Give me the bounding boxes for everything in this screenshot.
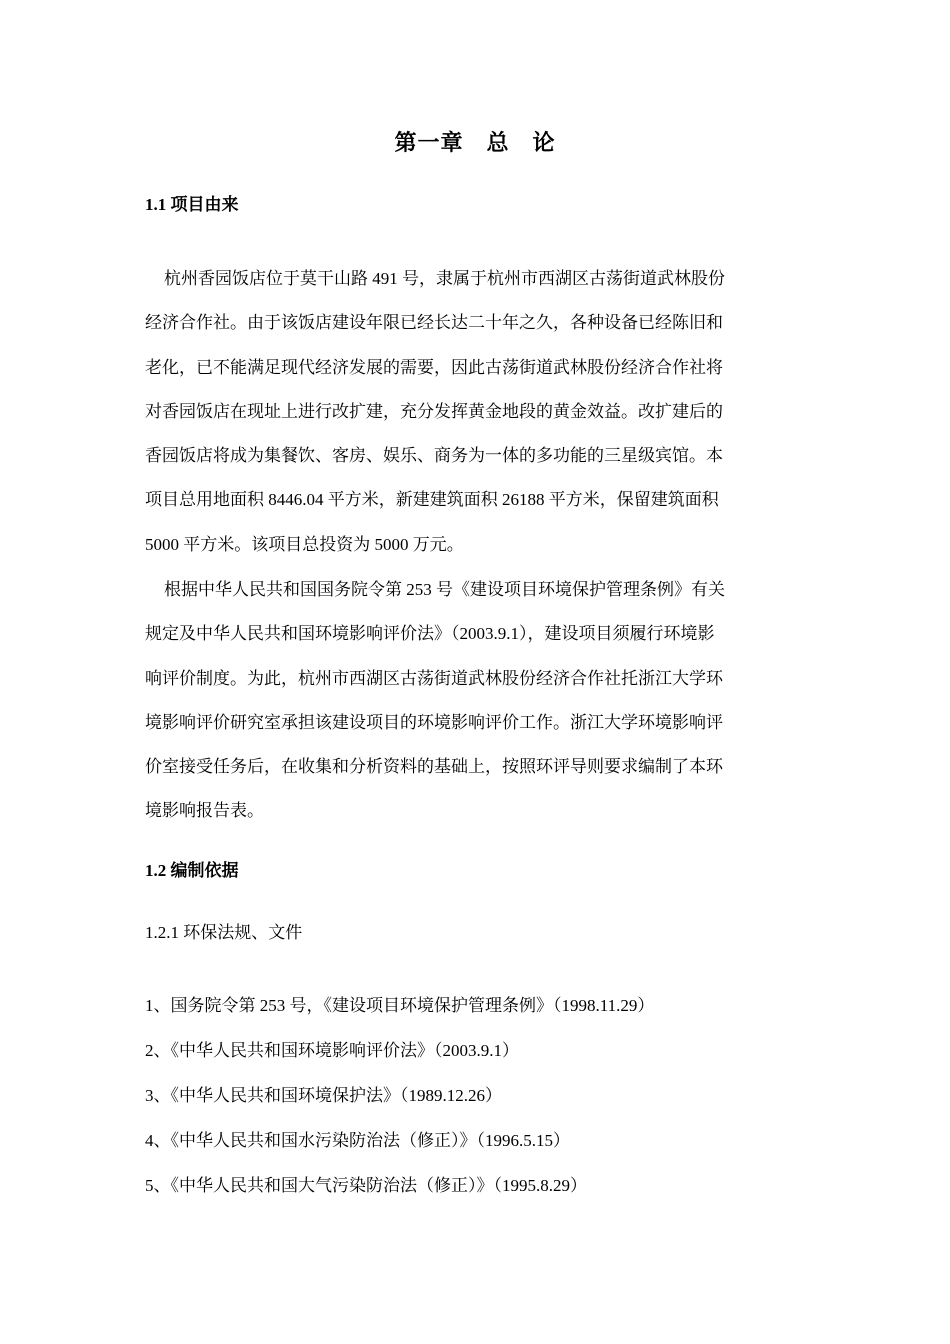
paragraph-line: 经济合作社。由于该饭店建设年限已经长达二十年之久，各种设备已经陈旧和: [145, 313, 723, 333]
regulations-list: [145, 992, 810, 1217]
paragraph-regulation-basis: [145, 568, 810, 834]
section-heading-1-2: 1.2 编制依据: [145, 861, 239, 880]
list-item: 1、国务院令第 253 号，《建设项目环境保护管理条例》（1998.11.29）: [145, 996, 655, 1015]
list-item: 2、《中华人民共和国环境影响评价法》（2003.9.1）: [145, 1041, 519, 1060]
paragraph-line: 根据中华人民共和国国务院令第 253 号《建设项目环境保护管理条例》有关: [164, 580, 725, 599]
section-heading-1-1: 1.1 项目由来: [145, 195, 239, 214]
chapter-title: 第一章 总 论: [394, 130, 556, 155]
paragraph-line: 对香园饭店在现址上进行改扩建，充分发挥黄金地段的黄金效益。改扩建后的: [145, 401, 723, 421]
paragraph-line: 响评价制度。为此，杭州市西湖区古荡街道武林股份经济合作社托浙江大学环: [145, 668, 723, 688]
list-item: 3、《中华人民共和国环境保护法》（1989.12.26）: [145, 1086, 502, 1105]
subsection-heading-1-2-1: 1.2.1 环保法规、文件: [145, 923, 303, 942]
paragraph-line: 价室接受任务后，在收集和分析资料的基础上，按照环评导则要求编制了本环: [145, 757, 723, 777]
paragraph-line: 项目总用地面积 8446.04 平方米，新建建筑面积 26188 平方米，保留建筑面积: [145, 490, 719, 510]
paragraph-line: 境影响报告表。: [145, 801, 264, 821]
list-item: 4、《中华人民共和国水污染防治法（修正）》（1996.5.15）: [145, 1131, 570, 1150]
paragraph-line: 香园饭店将成为集餐饮、客房、娱乐、商务为一体的多功能的三星级宾馆。本: [145, 446, 723, 466]
paragraph-line: 老化，已不能满足现代经济发展的需要，因此古荡街道武林股份经济合作社将: [145, 357, 723, 377]
list-item: 5、《中华人民共和国大气污染防治法（修正）》（1995.8.29）: [145, 1176, 587, 1195]
paragraph-project-origin: [145, 257, 810, 567]
paragraph-line: 规定及中华人民共和国环境影响评价法》（2003.9.1），建设项目须履行环境影: [145, 624, 715, 644]
paragraph-line: 5000 平方米。该项目总投资为 5000 万元。: [145, 534, 464, 554]
paragraph-line: 境影响评价研究室承担该建设项目的环境影响评价工作。浙江大学环境影响评: [145, 712, 723, 732]
paragraph-line: 杭州香园饭店位于莫干山路 491 号，隶属于杭州市西湖区古荡街道武林股份: [164, 269, 725, 288]
